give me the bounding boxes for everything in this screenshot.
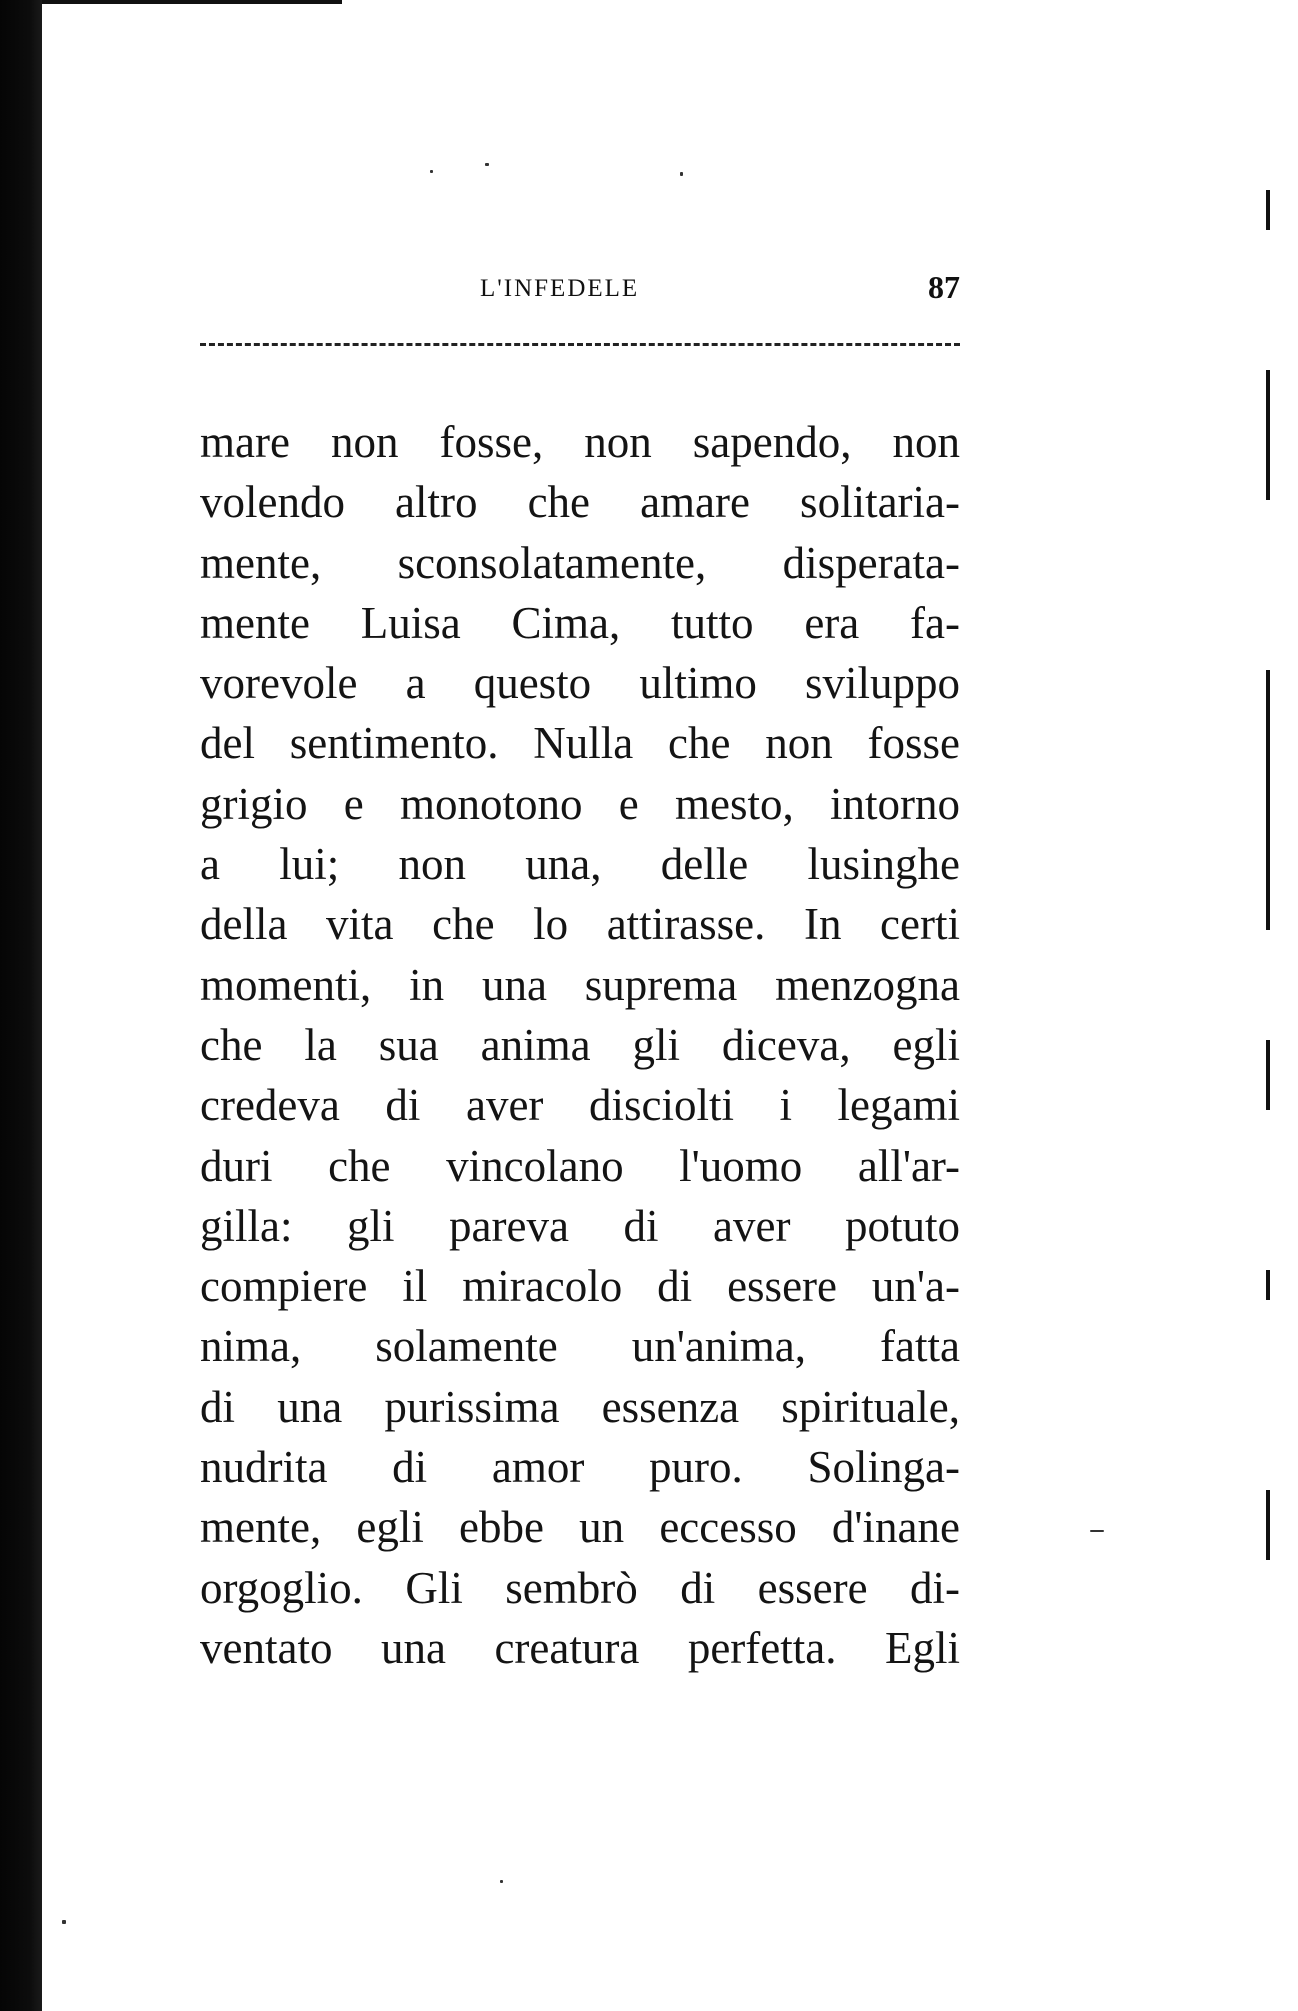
text-line: compiere il miracolo di essere un'a- — [200, 1261, 960, 1312]
top-edge-shadow — [42, 0, 342, 4]
text-line: a lui; non una, delle lusinghe — [200, 839, 960, 890]
text-line: ventato una creatura perfetta. Egli — [200, 1622, 960, 1673]
body-text — [200, 412, 960, 1678]
text-line: orgoglio. Gli sembrò di essere di- — [200, 1562, 960, 1613]
scan-speck — [485, 163, 489, 166]
page-header — [200, 269, 960, 315]
header-rule — [200, 343, 960, 346]
scan-speck — [430, 170, 433, 173]
text-line: mente, sconsolatamente, disperata- — [200, 537, 960, 588]
text-line: vorevole a questo ultimo sviluppo — [200, 658, 960, 709]
text-line: credeva di aver disciolti i legami — [200, 1080, 960, 1131]
text-line: nudrita di amor puro. Solinga- — [200, 1442, 960, 1493]
binding-edge — [0, 0, 42, 2011]
scan-speck — [62, 1920, 66, 1924]
text-line: che la sua anima gli diceva, egli — [200, 1019, 960, 1070]
text-line: mare non fosse, non sapendo, non — [200, 417, 960, 467]
scan-speck — [680, 172, 683, 176]
text-line: momenti, in una suprema menzogna — [200, 959, 960, 1010]
text-line: di una purissima essenza spirituale, — [200, 1381, 960, 1432]
text-line: grigio e monotono e mesto, intorno — [200, 778, 960, 829]
text-line: della vita che lo attirasse. In certi — [200, 899, 960, 950]
page-number: 87 — [928, 269, 960, 305]
text-line: duri che vincolano l'uomo all'ar- — [200, 1140, 960, 1191]
scan-speck — [500, 1880, 503, 1883]
text-line: nima, solamente un'anima, fatta — [200, 1321, 960, 1372]
right-margin-marks — [1262, 160, 1274, 1610]
text-line: gilla: gli pareva di aver potuto — [200, 1200, 960, 1251]
scan-speck — [1090, 1530, 1104, 1532]
text-line: mente, egli ebbe un eccesso d'inane — [200, 1502, 960, 1553]
text-line: volendo altro che amare solitaria- — [200, 477, 960, 528]
text-line: del sentimento. Nulla che non fosse — [200, 718, 960, 769]
running-title: L'INFEDELE — [480, 275, 640, 302]
text-line: mente Luisa Cima, tutto era fa- — [200, 597, 960, 648]
